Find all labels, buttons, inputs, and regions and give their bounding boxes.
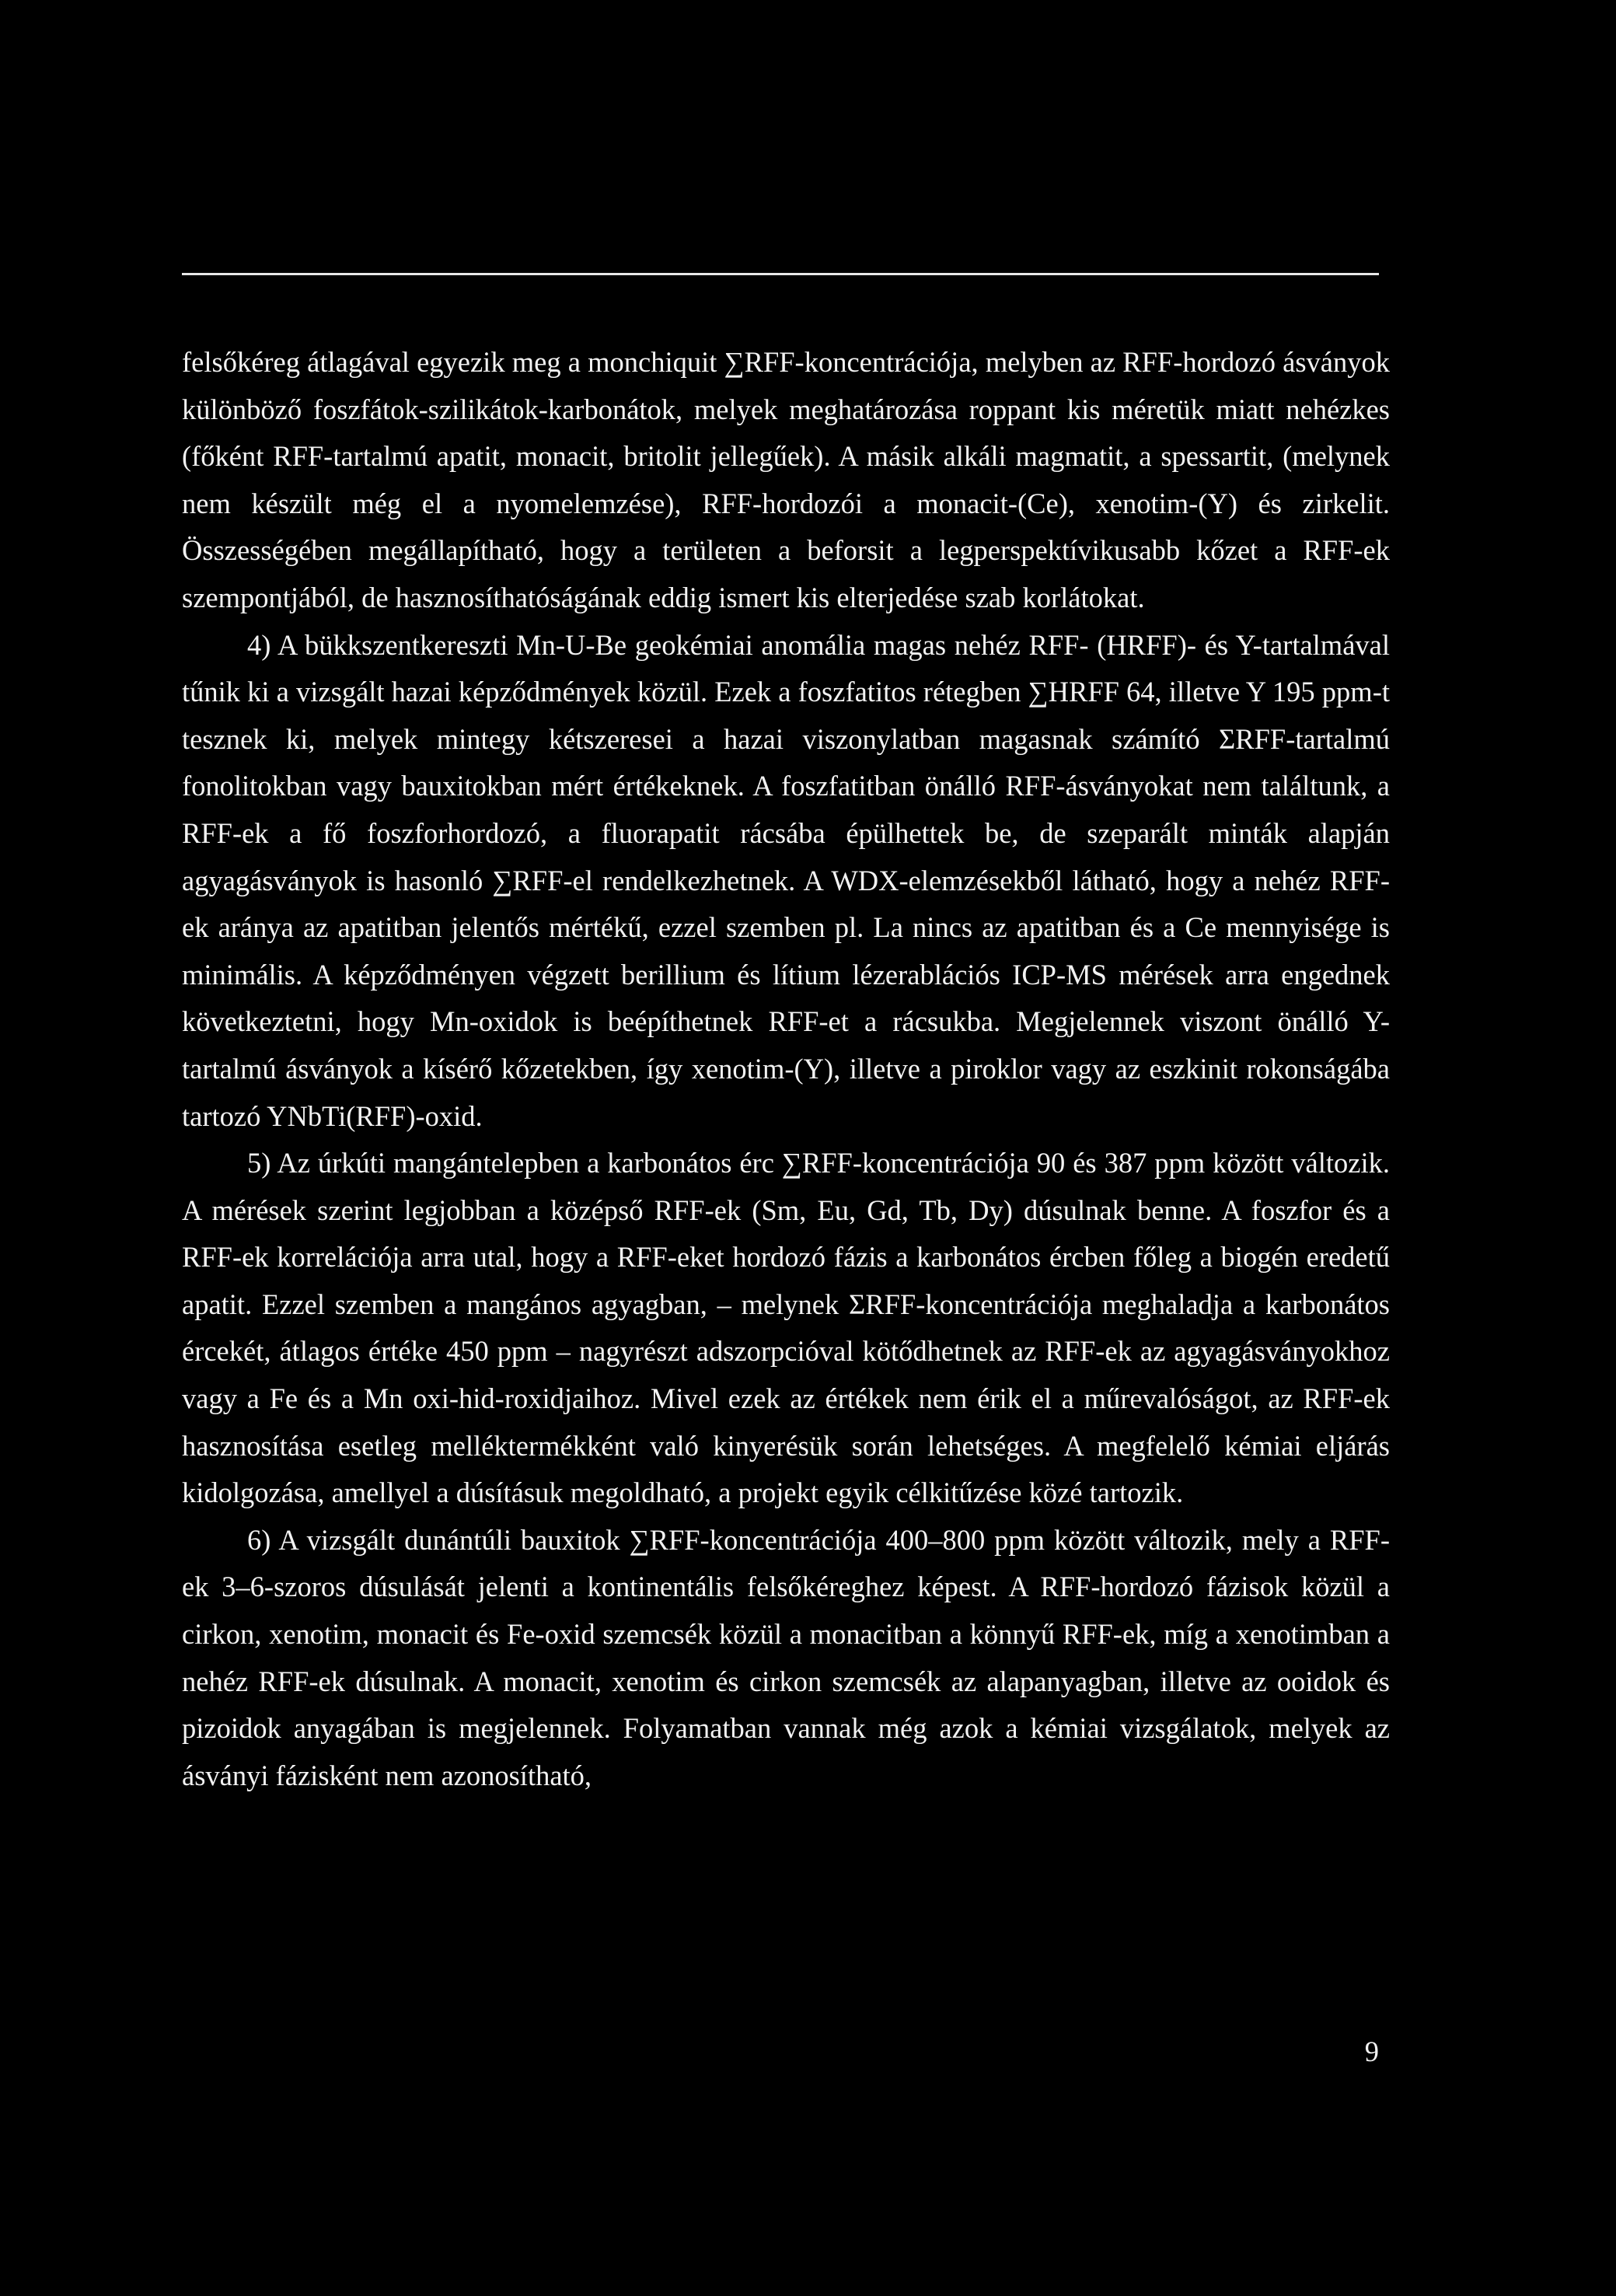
paragraph-3: 5) Az úrkúti mangántelepben a karbonátos érc ∑RFF-koncentrációja 90 és 387 ppm között változik. A mérések szerint legjobban a középső RFF-ek (Sm, Eu, Gd, Tb, Dy) dúsulnak benne. A foszfor és a RFF-ek korrelációja arra utal, hogy a RFF-eket hordozó fázis a karbonátos ércben főleg a biogén eredetű apatit. Ezzel szemben a mangános agyagban, – melynek ΣRFF-koncentrációja meghaladja a karbonátos ércekét, átlagos értéke 450 ppm – nagyrészt adszorpcióval kötődhetnek az RFF-ek az agyagásványokhoz vagy a Fe és a Mn oxi-hid-roxidjaihoz. Mivel ezek az értékek nem érik el a műrevalóságot, az RFF-ek hasznosítása esetleg melléktermékként való kinyerésük során lehetséges. A megfelelő kémiai eljárás kidolgozása, amellyel a dúsításuk megoldható, a projekt egyik célkitűzése közé tartozik. <box>182 1147 1390 1509</box>
page-number: 9 <box>1364 2036 1379 2067</box>
paragraph-4: 6) A vizsgált dunántúli bauxitok ∑RFF-koncentrációja 400–800 ppm között változik, mely a RFF-ek 3–6-szoros dúsulását jelenti a kontinentális felsőkéreghez képest. A RFF-hordozó fázisok közül a cirkon, xenotim, monacit és Fe-oxid szemcsék közül a monacitban a könnyű RFF-ek, míg a xenotimban a nehéz RFF-ek dúsulnak. A monacit, xenotim és cirkon szemcsék az alapanyagban, illetve az ooidok és pizoidok anyagában is megjelennek. Folyamatban vannak még azok a kémiai vizsgálatok, melyek az ásványi fázisként nem azonosítható, <box>182 1523 1390 1791</box>
paragraph-2: 4) A bükkszentkereszti Mn-U-Be geokémiai anomália magas nehéz RFF- (HRFF)- és Y-tartalmával tűnik ki a vizsgált hazai képződmények közül. Ezek a foszfatitos rétegben ∑HRFF 64, illetve Y 195 ppm-t tesznek ki, melyek mintegy kétszeresei a hazai viszonylatban magasnak számító ΣRFF-tartalmú fonolitokban vagy bauxitokban mért értékeknek. A foszfatitban önálló RFF-ásványokat nem találtunk, a RFF-ek a fő foszforhordozó, a fluorapatit rácsába épülhettek be, de szeparált minták alapján agyagásványok is hasonló ∑RFF-el rendelkezhetnek. A WDX-elemzésekből látható, hogy a nehéz RFF-ek aránya az apatitban jelentős mértékű, ezzel szemben pl. La nincs az apatitban és a Ce mennyisége is minimális. A képződményen végzett berillium és lítium lézerablációs ICP-MS mérések arra engednek következtetni, hogy Mn-oxidok is beépíthetnek RFF-et a rácsukba. Megjelennek viszont önálló Y-tartalmú ásványok a kísérő kőzetekben, így xenotim-(Y), illetve a piroklor vagy az eszkinit rokonságába tartozó YNbTi(RFF)-oxid. <box>182 628 1390 1132</box>
header-rule <box>182 273 1379 275</box>
body-text <box>182 339 1390 1799</box>
paragraph-1: felsőkéreg átlagával egyezik meg a monchiquit ∑RFF-koncentrációja, melyben az RFF-hordozó ásványok különböző foszfátok-szilikátok-karbonátok, melyek meghatározása roppant kis méretük miatt nehézkes (főként RFF-tartalmú apatit, monacit, britolit jellegűek). A másik alkáli magmatit, a spessartit, (melynek nem készült még el a nyomelemzése), RFF-hordozói a monacit-(Ce), xenotim-(Y) és zirkelit. Összességében megállapítható, hogy a területen a beforsit a legperspektívikusabb kőzet a RFF-ek szempontjából, de hasznosíthatóságának eddig ismert kis elterjedése szab korlátokat. <box>182 346 1390 613</box>
